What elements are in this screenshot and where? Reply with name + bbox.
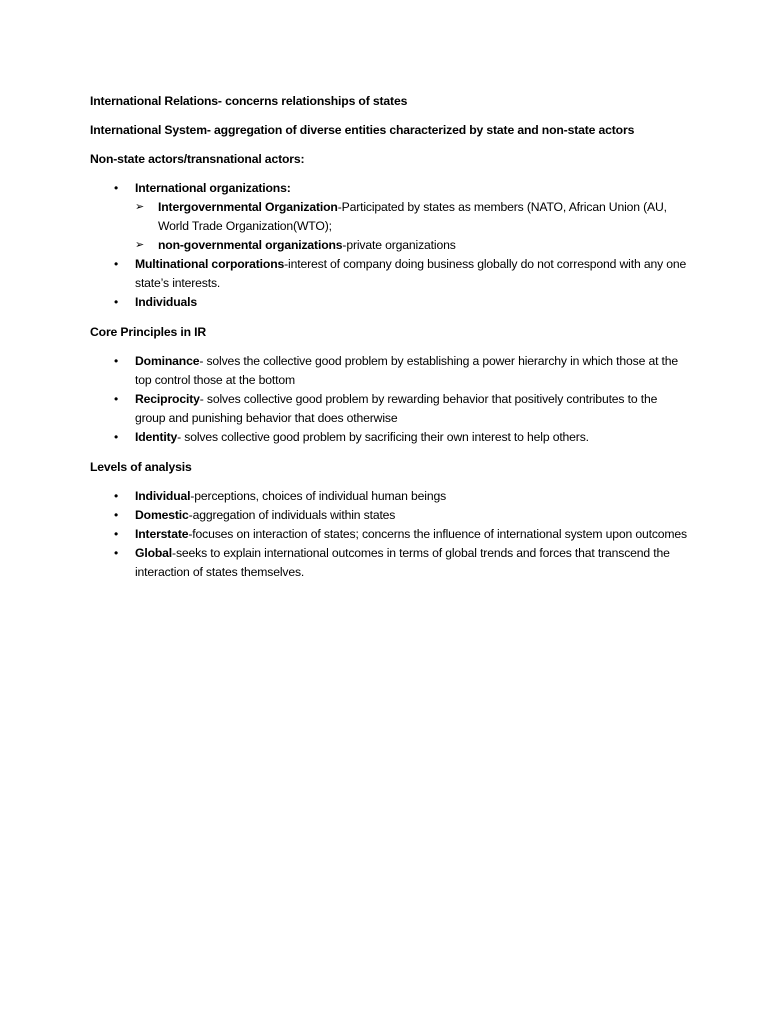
bullet-icon: • <box>114 489 119 503</box>
list-levels-of-analysis <box>90 487 690 582</box>
arrow-bullet-icon: ➢ <box>135 201 145 213</box>
list-item-term: Multinational corporations <box>135 257 285 271</box>
list-item-term: Interstate <box>135 527 189 541</box>
list-item-term: Global <box>135 546 173 560</box>
list-core-principles <box>90 352 690 447</box>
list-item-text: -focuses on interaction of states; concerns the influence of international system upon outcomes <box>188 527 687 541</box>
heading-core-principles <box>90 323 690 342</box>
bullet-icon: • <box>114 508 119 522</box>
list-item-text: -aggregation of individuals within states <box>188 508 396 522</box>
bullet-icon: • <box>114 430 119 444</box>
bullet-icon: • <box>114 546 119 560</box>
bullet-icon: • <box>114 392 119 406</box>
heading-non-state-actors <box>90 150 690 169</box>
heading-levels-of-analysis <box>90 458 690 477</box>
list-item-text: - solves the collective good problem by establishing a power hierarchy in which those at the top control those at the bottom <box>135 354 679 387</box>
list-item-text: -perceptions, choices of individual human beings <box>190 489 447 503</box>
list-item <box>90 428 690 447</box>
sublist-item-term: Intergovernmental Organization <box>158 200 338 214</box>
arrow-bullet-icon: ➢ <box>135 239 145 251</box>
sublist-item-text: -Participated by states as members (NATO, African Union (AU, World Trade Organization(WTO); <box>158 200 667 233</box>
bullet-icon: • <box>114 527 119 541</box>
bullet-icon: • <box>114 257 119 271</box>
list-item <box>90 487 690 506</box>
list-item <box>90 544 690 582</box>
list-item <box>90 352 690 390</box>
sublist-item <box>135 198 690 236</box>
sublist-item-text: -private organizations <box>342 238 456 252</box>
list-item <box>90 179 690 255</box>
sublist-item-term: non-governmental organizations <box>158 238 343 252</box>
paragraph-text: International System- aggregation of diverse entities characterized by state and non-state actors <box>90 123 635 137</box>
list-item <box>90 525 690 544</box>
list-item-text: - solves collective good problem by rewarding behavior that positively contributes to the group and punishing behavior that does otherwise <box>135 392 658 425</box>
list-item <box>90 255 690 293</box>
heading-text: Core Principles in IR <box>90 325 207 339</box>
list-item-term: Domestic <box>135 508 189 522</box>
list-item-term: Identity <box>135 430 178 444</box>
paragraph-international-system <box>90 121 690 140</box>
bullet-icon: • <box>114 354 119 368</box>
paragraph-international-relations <box>90 92 690 111</box>
document-page <box>90 92 690 593</box>
list-item <box>90 293 690 312</box>
list-item <box>90 506 690 525</box>
list-item-term: International organizations: <box>135 181 291 195</box>
list-item-text: - solves collective good problem by sacrificing their own interest to help others. <box>177 430 589 444</box>
sublist-item <box>135 236 690 255</box>
paragraph-text: International Relations- concerns relationships of states <box>90 94 408 108</box>
heading-text: Non-state actors/transnational actors: <box>90 152 305 166</box>
list-item-term: Individuals <box>135 295 198 309</box>
list-item-term: Reciprocity <box>135 392 200 406</box>
list-item <box>90 390 690 428</box>
list-item-text: -interest of company doing business globally do not correspond with any one state’s interests. <box>135 257 687 290</box>
list-item-term: Dominance <box>135 354 200 368</box>
bullet-icon: • <box>114 295 119 309</box>
list-non-state-actors <box>90 179 690 312</box>
sublist-organizations <box>135 198 690 255</box>
list-item-text: -seeks to explain international outcomes in terms of global trends and forces that transcend the interaction of states themselves. <box>135 546 670 579</box>
heading-text: Levels of analysis <box>90 460 192 474</box>
list-item-term: Individual <box>135 489 191 503</box>
bullet-icon: • <box>114 181 119 195</box>
